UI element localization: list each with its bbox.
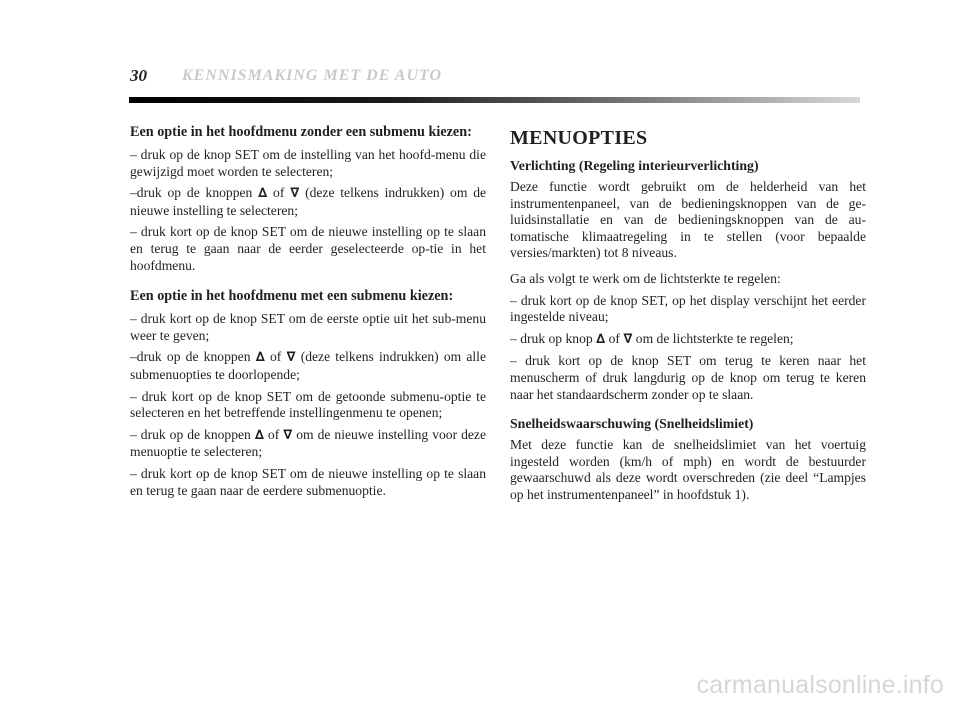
- down-triangle-icon: ∇: [623, 331, 633, 347]
- paragraph: – druk kort op de knop SET om de nieuwe instelling op te slaan en terug te gaan naar de eerdere submenuoptie.: [130, 465, 486, 498]
- paragraph: Ga als volgt te werk om de lichtsterkte te regelen:: [510, 270, 781, 286]
- paragraph: – druk op knop ∆ of ∇ om de lichtsterkte te regelen;: [510, 330, 794, 347]
- section-heading-no-submenu: Een optie in het hoofdmenu zonder een submenu kiezen:: [130, 124, 472, 140]
- paragraph: –druk op de knoppen ∆ of ∇ (deze telkens indrukken) om de nieuwe instelling te selecteren;: [130, 185, 487, 218]
- paragraph: – druk kort op de knop SET om terug te keren naar het menuscherm of druk langdurig op de knop om terug te keren naar het standaardscherm zonder op te slaan.: [510, 353, 866, 402]
- subheading-speed-warning: Snelheidswaarschuwing (Snelheidslimiet): [510, 416, 754, 432]
- down-triangle-icon: ∇: [286, 350, 296, 366]
- menu-options-heading: MENUOPTIES: [510, 127, 648, 149]
- up-triangle-icon: ∆: [255, 350, 265, 366]
- paragraph: –druk op de knoppen ∆ of ∇ (deze telkens indrukken) om alle submenuopties te doorlopende;: [130, 349, 486, 382]
- paragraph: – druk kort op de knop SET om de getoonde submenu-optie te selecteren en het betreffende instellingenmenu te openen;: [130, 388, 486, 421]
- down-triangle-icon: ∇: [283, 427, 293, 443]
- paragraph: – druk op de knop SET om de instelling van het hoofd-menu die gewijzigd moet worden te selecteren;: [130, 147, 486, 179]
- down-triangle-icon: ∇: [290, 186, 300, 202]
- paragraph: – druk kort op de knop SET om de nieuwe instelling op te slaan en terug te gaan naar de eerder geselecteerde op-tie in het hoofdmenu.: [130, 224, 486, 273]
- up-triangle-icon: ∆: [596, 331, 606, 347]
- paragraph: Deze functie wordt gebruikt om de helderheid van het instrumentenpaneel, van de bedieningsknoppen van de ge-luidsinstallatie en van de bedieningsknoppen van de au-tomatische klimaatregeling in te stellen (voor bepaalde versies/markten) tot 8 niveaus.: [510, 179, 866, 261]
- paragraph: – druk kort op de knop SET, op het display verschijnt het eerder ingestelde niveau;: [510, 292, 866, 325]
- up-triangle-icon: ∆: [254, 427, 264, 443]
- running-head: KENNISMAKING MET DE AUTO: [182, 67, 443, 84]
- right-column: [510, 124, 866, 509]
- page-number: 30: [130, 66, 147, 85]
- up-triangle-icon: ∆: [258, 186, 268, 202]
- left-column: [130, 124, 486, 504]
- section-heading-with-submenu: Een optie in het hoofdmenu met een submenu kiezen:: [130, 288, 454, 305]
- header-rule: [129, 97, 860, 103]
- watermark: carmanualsonline.info: [696, 671, 944, 699]
- paragraph: – druk kort op de knop SET om de eerste optie uit het sub-menu weer te geven;: [130, 311, 486, 343]
- paragraph: – druk op de knoppen ∆ of ∇ om de nieuwe instelling voor deze menuoptie te selecteren;: [130, 426, 486, 460]
- paragraph: Met deze functie kan de snelheidslimiet van het voertuig ingesteld worden (km/h of mph) en wordt de bestuurder gewaarschuwd als deze wordt overschreden (zie deel “Lampjes op het instrumentenpaneel” in hoofdstuk 1).: [510, 437, 866, 502]
- subheading-lighting: Verlichting (Regeling interieurverlichting): [510, 158, 759, 173]
